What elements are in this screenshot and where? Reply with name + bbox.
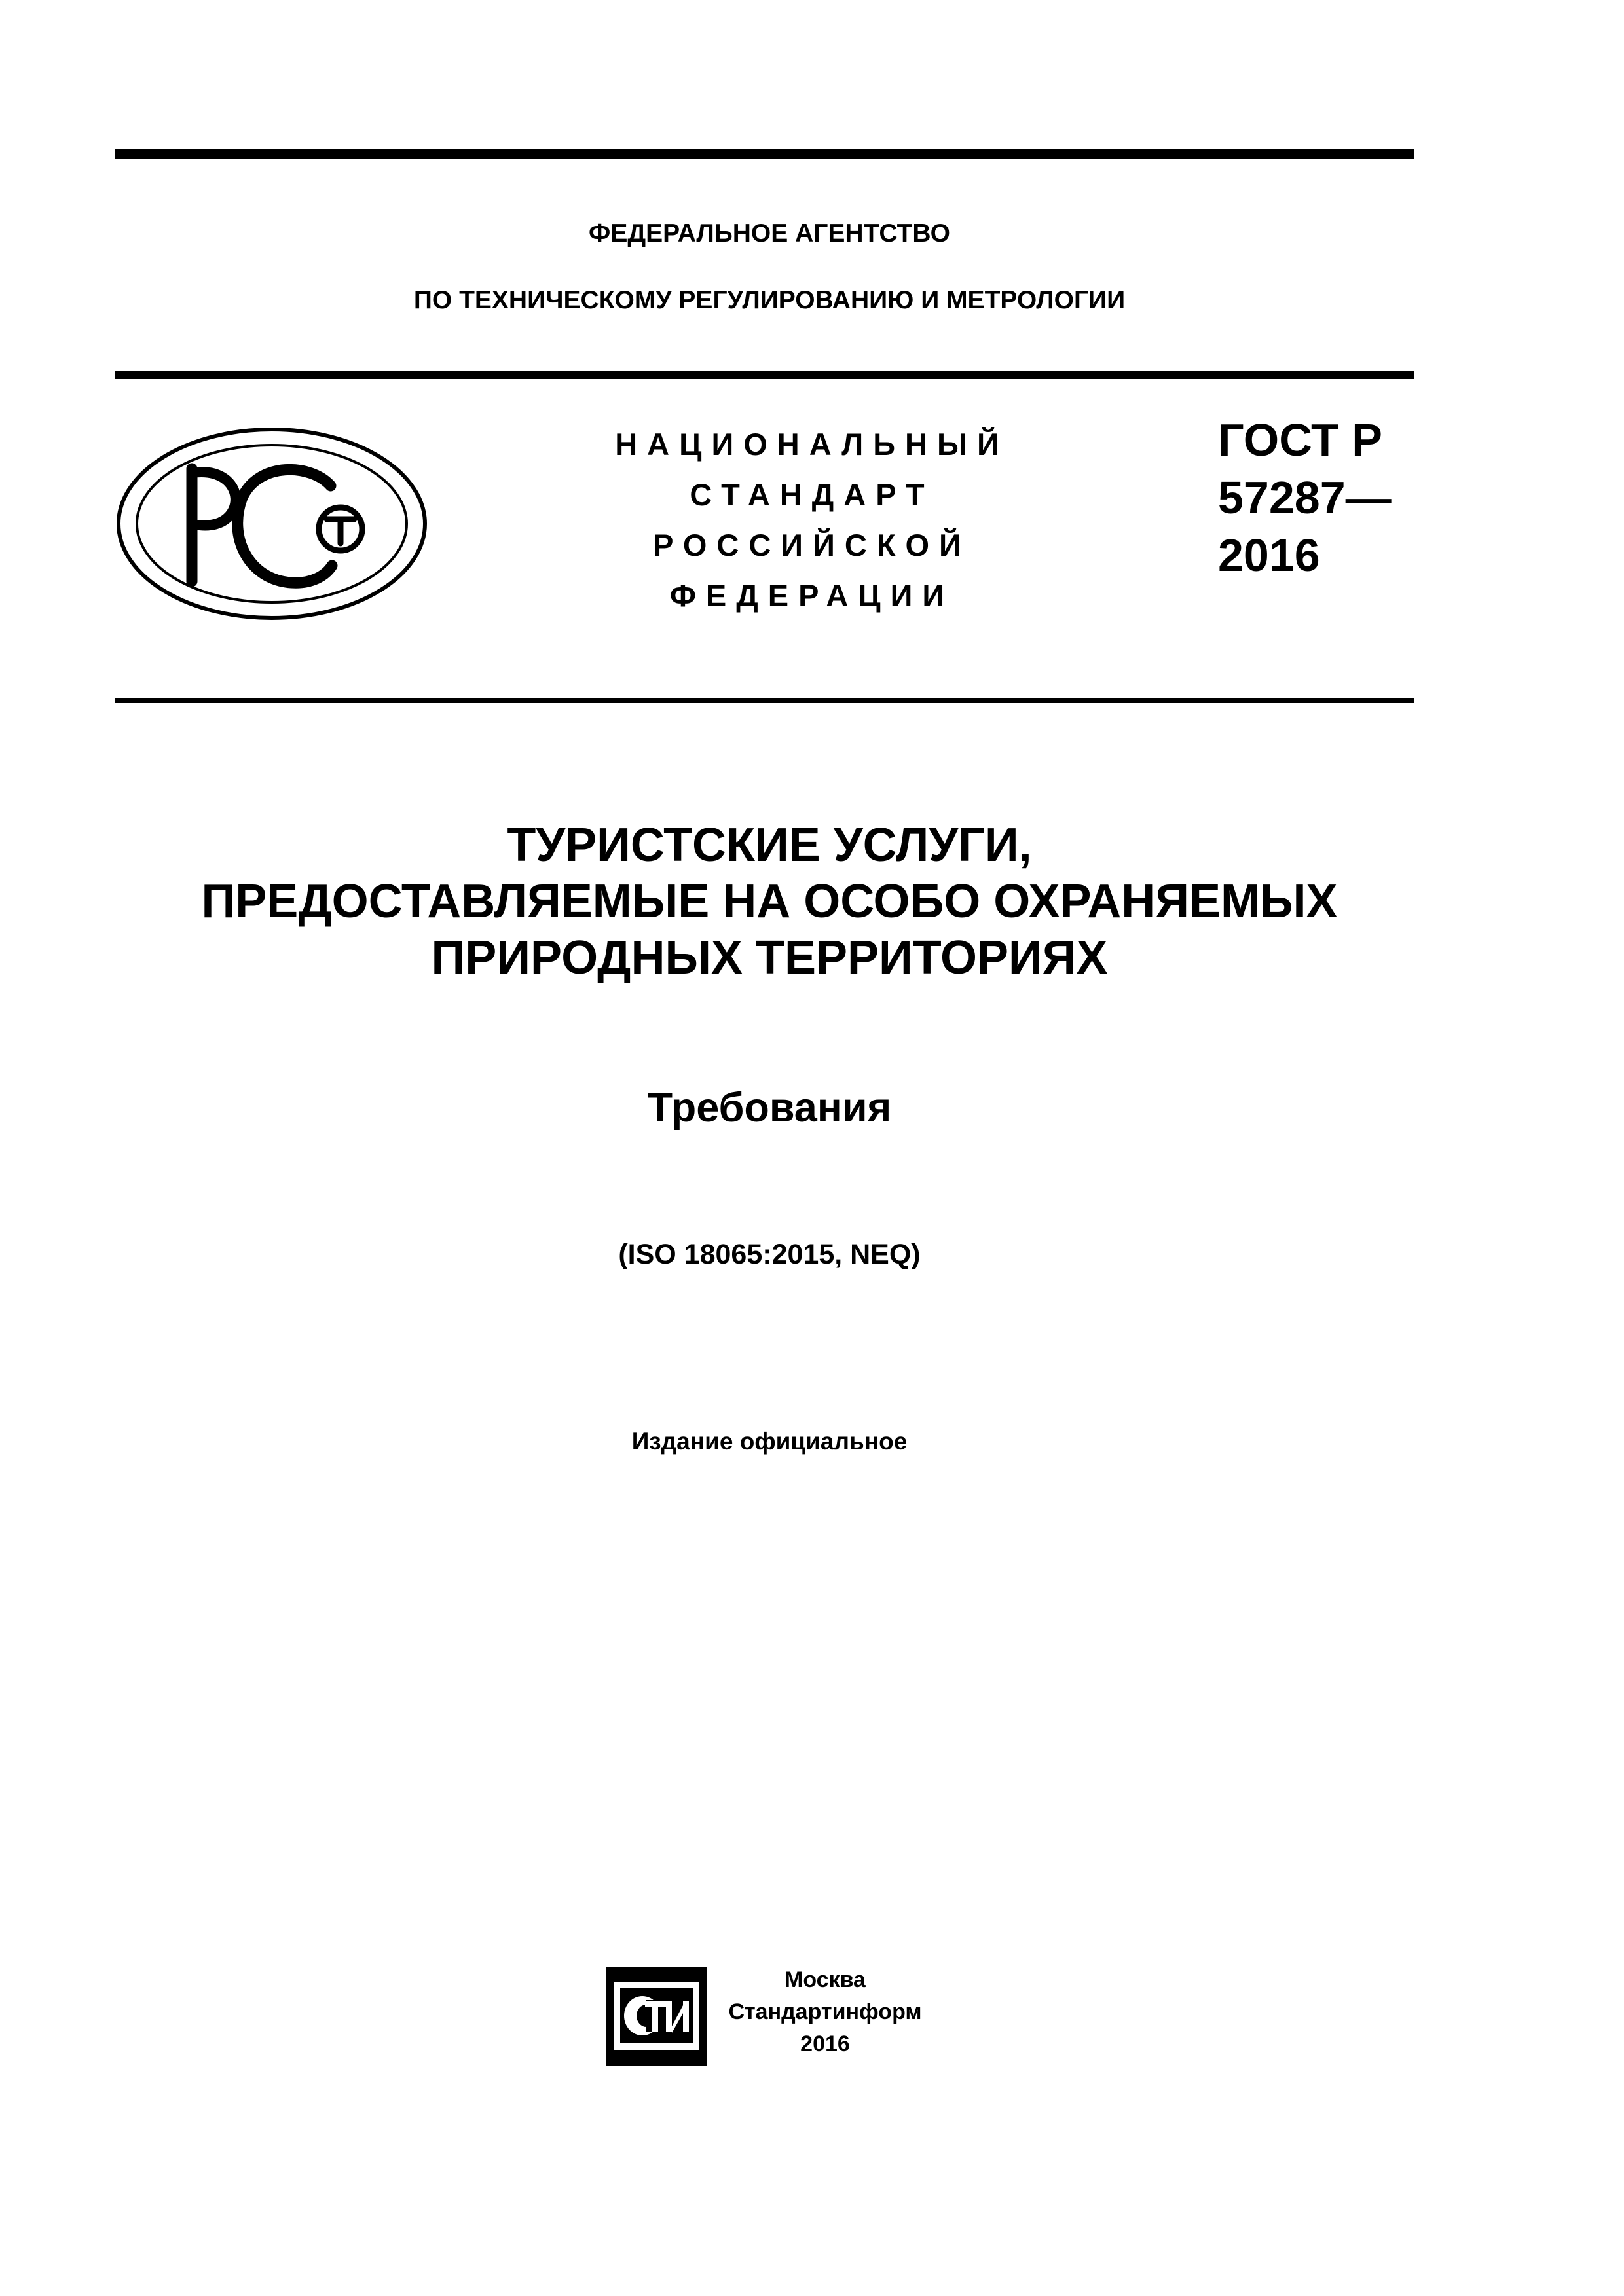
lower-rule	[115, 698, 1414, 703]
gost-designation	[1218, 411, 1392, 584]
agency-name-line2: ПО ТЕХНИЧЕСКОМУ РЕГУЛИРОВАНИЮ И МЕТРОЛОГИИ	[413, 286, 1126, 314]
title-line: ПРИРОДНЫХ ТЕРРИТОРИЯХ	[431, 932, 1108, 984]
publisher-name: Стандартинформ	[728, 1999, 922, 2024]
top-thick-rule	[115, 149, 1414, 159]
publisher-info	[724, 1964, 927, 2060]
iso-reference: (ISO 18065:2015, NEQ)	[618, 1239, 921, 1270]
agency-name-line1: ФЕДЕРАЛЬНОЕ АГЕНТСТВО	[589, 219, 950, 247]
national-line: СТАНДАРТ	[690, 477, 934, 512]
document-title	[115, 817, 1424, 986]
rst-certification-logo-icon	[115, 426, 429, 622]
document-subtitle: Требования	[647, 1085, 892, 1131]
publisher-year: 2016	[800, 2032, 850, 2056]
gost-line: 2016	[1218, 530, 1320, 581]
sti-publisher-logo-icon	[606, 1967, 707, 2066]
gost-line: 57287—	[1218, 472, 1392, 523]
edition-label: Издание официальное	[631, 1428, 908, 1455]
national-line: ФЕДЕРАЦИИ	[669, 578, 955, 613]
title-line: ПРЕДОСТАВЛЯЕМЫЕ НА ОСОБО ОХРАНЯЕМЫХ	[201, 875, 1338, 928]
title-line: ТУРИСТСКИЕ УСЛУГИ,	[507, 819, 1032, 871]
national-line: РОССИЙСКОЙ	[653, 528, 971, 562]
gost-line: ГОСТ Р	[1218, 414, 1382, 465]
national-standard-label	[576, 419, 1048, 621]
national-line: НАЦИОНАЛЬНЫЙ	[615, 427, 1009, 462]
publisher-city: Москва	[784, 1967, 866, 1992]
upper-rule	[115, 371, 1414, 379]
